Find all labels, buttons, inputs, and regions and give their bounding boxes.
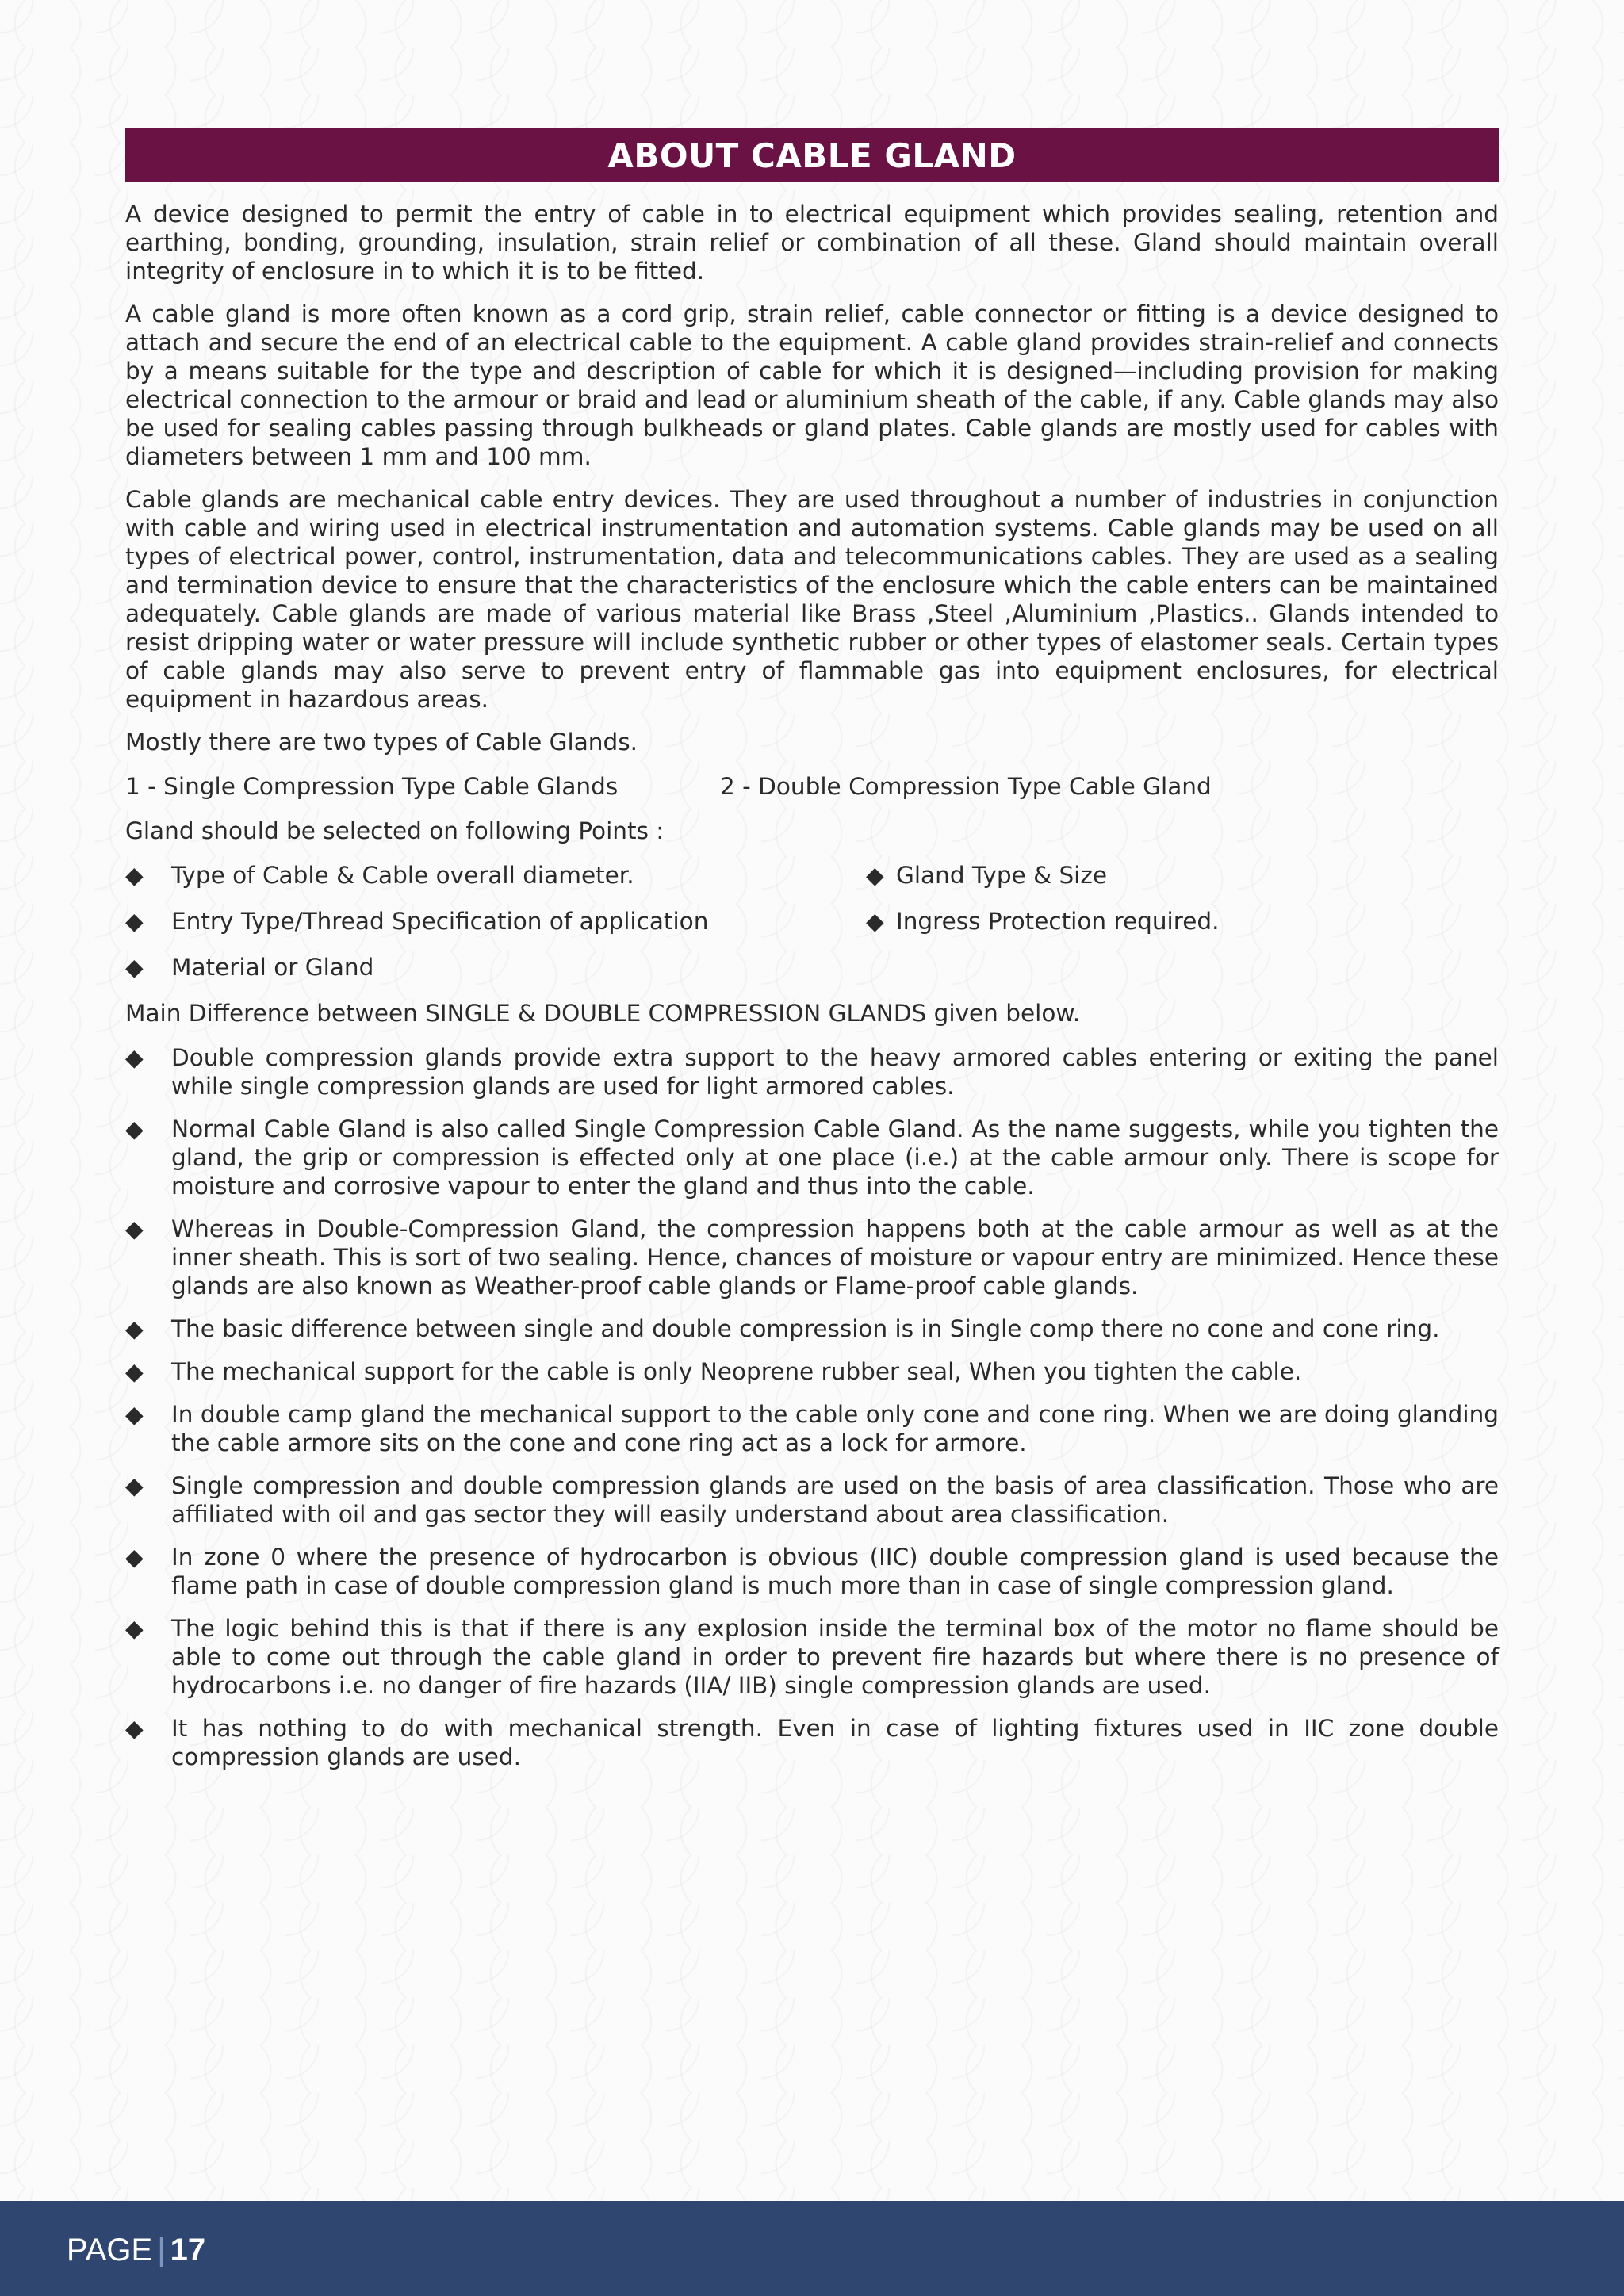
selection-point: Gland Type & Size xyxy=(896,862,1108,889)
page-number-value: 17 xyxy=(170,2233,206,2267)
bullet-icon: ◆ xyxy=(125,1115,144,1142)
selection-point: Material or Gland xyxy=(171,954,374,981)
selection-row-1 xyxy=(125,861,1499,890)
bullet-icon: ◆ xyxy=(866,908,884,935)
bullet-icon: ◆ xyxy=(125,1044,144,1071)
page-content xyxy=(125,128,1499,1785)
intro-paragraph-2: A cable gland is more often known as a cord grip, strain relief, cable connector or fitting is a device designed to attach and secure the end of an electrical cable to the equipment. A cable gland provides strain-relief and connects by a means suitable for the type and description of cable for which it is designed—including provision for making electrical connection to the armour or braid and lead or aluminium sheath of the cable, if any. Cable glands may also be used for sealing cables passing through bulkheads or gland plates. Cable glands are mostly used for cables with diameters between 1 mm and 100 mm. xyxy=(125,300,1499,470)
selection-row-3 xyxy=(125,953,1499,982)
bullet-icon: ◆ xyxy=(125,954,144,981)
type-single: 1 - Single Compression Type Cable Glands xyxy=(125,773,619,800)
bullet-icon: ◆ xyxy=(125,1315,144,1342)
selection-intro: Gland should be selected on following Points : xyxy=(125,817,665,844)
bullet-icon: ◆ xyxy=(125,1544,144,1571)
list-item: ◆ Double compression glands provide extra support to the heavy armored cables entering or exiting the panel while single compression glands are used for light armored cables. xyxy=(125,1044,1499,1100)
list-item: ◆ In zone 0 where the presence of hydrocarbon is obvious (IIC) double compression gland is used because the flame path in case of double compression gland is much more than in case of single compression gland. xyxy=(125,1544,1499,1599)
intro-paragraph-1: A device designed to permit the entry of cable in to electrical equipment which provides sealing, retention and earthing, bonding, grounding, insulation, strain relief or combination of all these. Gland should maintain overall integrity of enclosure in to which it is to be fitted. xyxy=(125,201,1499,285)
types-intro: Mostly there are two types of Cable Glands. xyxy=(125,729,638,756)
list-item: ◆ The basic difference between single and double compression is in Single comp there no cone and cone ring. xyxy=(125,1315,1440,1342)
page-number xyxy=(67,2233,205,2268)
page-title: ABOUT CABLE GLAND xyxy=(125,128,1499,182)
list-item: ◆ Single compression and double compression glands are used on the basis of area classification. Those who are affiliated with oil and gas sector they will easily understand about area classification. xyxy=(125,1472,1499,1528)
selection-point: Type of Cable & Cable overall diameter. xyxy=(171,862,634,889)
bullet-icon: ◆ xyxy=(125,1215,144,1242)
bullet-icon: ◆ xyxy=(125,1615,144,1642)
list-item: ◆ Whereas in Double-Compression Gland, the compression happens both at the cable armour as well as at the inner sheath. This is sort of two sealing. Hence, chances of moisture or vapour entry are minimized. Hence these glands are also known as Weather-proof cable glands or Flame-proof cable glands. xyxy=(125,1215,1499,1299)
intro-paragraph-3: Cable glands are mechanical cable entry devices. They are used throughout a number of industries in conjunction with cable and wiring used in electrical instrumentation and automation systems. Cable glands may be used on all types of electrical power, control, instrumentation, data and telecommunications cables. They are used as a sealing and termination device to ensure that the characteristics of the enclosure which the cable enters can be maintained adequately. Cable glands are made of various material like Brass ,Steel ,Aluminium ,Plastics.. Glands intended to resist dripping water or water pressure will include synthetic rubber or other types of elastomer seals. Certain types of cable glands may also serve to prevent entry of flammable gas into equipment enclosures, for electrical equipment in hazardous areas. xyxy=(125,486,1499,713)
type-double: 2 - Double Compression Type Cable Gland xyxy=(720,773,1212,800)
list-item: ◆ The mechanical support for the cable is only Neoprene rubber seal, When you tighten the cable. xyxy=(125,1358,1302,1385)
page-footer xyxy=(0,2201,1624,2296)
list-item: ◆ The logic behind this is that if there is any explosion inside the terminal box of the motor no flame should be able to come out through the cable gland in order to prevent fire hazards but where there is no presence of hydrocarbons i.e. no danger of fire hazards (IIA/ IIB) single compression glands are used. xyxy=(125,1615,1499,1699)
page-separator: | xyxy=(157,2233,166,2267)
selection-row-2 xyxy=(125,907,1499,936)
bullet-icon: ◆ xyxy=(125,1358,144,1385)
bullet-icon: ◆ xyxy=(125,908,144,935)
selection-point: Entry Type/Thread Specification of application xyxy=(171,908,709,935)
bullet-icon: ◆ xyxy=(125,862,144,889)
bullet-icon: ◆ xyxy=(125,1715,144,1742)
difference-list xyxy=(125,1043,1499,1771)
difference-intro: Main Difference between SINGLE & DOUBLE COMPRESSION GLANDS given below. xyxy=(125,1000,1081,1027)
bullet-icon: ◆ xyxy=(125,1401,144,1428)
bullet-icon: ◆ xyxy=(866,862,884,889)
types-list xyxy=(125,772,1499,801)
bullet-icon: ◆ xyxy=(125,1472,144,1499)
list-item: ◆ It has nothing to do with mechanical strength. Even in case of lighting fixtures used in IIC zone double compression glands are used. xyxy=(125,1715,1499,1770)
list-item: ◆ In double camp gland the mechanical support to the cable only cone and cone ring. When we are doing glanding the cable armore sits on the cone and cone ring act as a lock for armore. xyxy=(125,1401,1499,1456)
page-label: PAGE xyxy=(67,2233,153,2267)
selection-point: Ingress Protection required. xyxy=(896,908,1220,935)
list-item: ◆ Normal Cable Gland is also called Single Compression Cable Gland. As the name suggests, while you tighten the gland, the grip or compression is effected only at one place (i.e.) at the cable armour only. There is scope for moisture and corrosive vapour to enter the gland and thus into the cable. xyxy=(125,1115,1499,1200)
